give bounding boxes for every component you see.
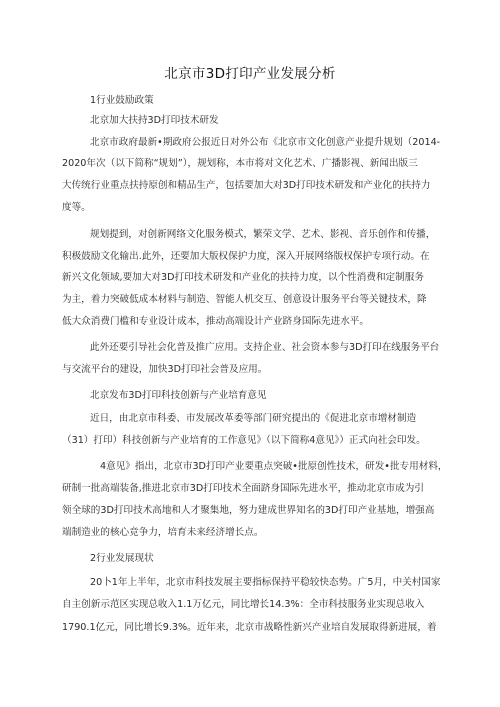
- paragraph-line: 端制造业的核心竞争力，培育未来经济增长点。: [62, 527, 264, 538]
- paragraph-line: 北京市政府最新•期政府公报近日对外公布《北京市文化创意产业提升规划（2014-: [90, 137, 441, 148]
- paragraph-line: 研制一批高端装备,推进北京市3D打印技术全面跻身国际先进水平，推动北京市成为引: [62, 483, 424, 494]
- document-title: 北京市3D打印产业发展分析: [164, 66, 336, 82]
- paragraph-line: 规划提到，对创新网络文化服务模式，繁荣文学、艺术、影视、音乐创作和传播，: [90, 229, 436, 240]
- paragraph-line: （31）打印）科技创新与产业培育的工作意见》（以下简称4意见》）正式向社会印发。: [62, 435, 426, 446]
- paragraph-line: 积极鼓励文化输出.此外，还要加大版权保护力度，深入开展网络版权保护专项行动。在: [62, 251, 430, 262]
- paragraph-line: 1790.1亿元，同比增长9.3%。近年来，北京市战略性新兴产业培自发展取得新进展，着: [62, 622, 437, 633]
- paragraph-line: 大传统行业重点扶持原创和精品生产，包括要加大对3D打印技术研发和产业化的扶持力: [62, 180, 431, 191]
- paragraph-line: 此外还要引导社会化普及推广应用。支持企业、社会资本参与3D打印在线服务平台: [90, 342, 440, 353]
- subheading: 北京发布3D打印科技创新与产业培育意见: [90, 390, 267, 401]
- paragraph-line: 近日，由北京市科委、市发展改革委等部门研究提出的《促进北京市增材制造: [90, 413, 417, 424]
- paragraph-line: 与交流平台的建设，加快3D打印社会普及应用。: [62, 364, 268, 375]
- paragraph-line: 新兴文化领域,要加大对3D打印技术研发和产业化的扶持力度，以个性消费和定制服务: [62, 272, 424, 283]
- paragraph-line: 自主创新示范区实现总收入1.1万亿元，同比增长14.3%：全市科技服务业实现总收入: [62, 599, 425, 610]
- subheading: 北京加大扶持3D打印技术研发: [90, 115, 219, 126]
- paragraph-line: 2020年次（以下简称“规划”），规划称，本市将对文化艺术、广播影视、新闻出版三: [62, 158, 418, 169]
- paragraph-line: 度等。: [62, 202, 91, 213]
- section-heading-1: 1行业鼓励政策: [90, 95, 154, 106]
- paragraph-line: 领全球的3D打印技术高地和人才聚集地，努力建成世界知名的3D打印产业基地，增强高: [62, 505, 435, 516]
- section-heading-2: 2行业发展现状: [90, 553, 154, 564]
- paragraph-line: 为主，着力突破低成本材料与制造、智能人机交互、创意设计服务平台等关键技术，降: [62, 294, 427, 305]
- paragraph-line: 20卜1年上半年，北京市科技发展主要指标保持平稳较快态势。广5月，中关村国家: [90, 577, 441, 588]
- paragraph-line: 4意见》指出，北京市3D打印产业要重点突破•批原创性技术，研发•批专用材料，: [100, 461, 448, 472]
- paragraph-line: 低大众消费门槛和专业设计成本，推动高端设计产业跻身国际先进水平。: [62, 316, 369, 327]
